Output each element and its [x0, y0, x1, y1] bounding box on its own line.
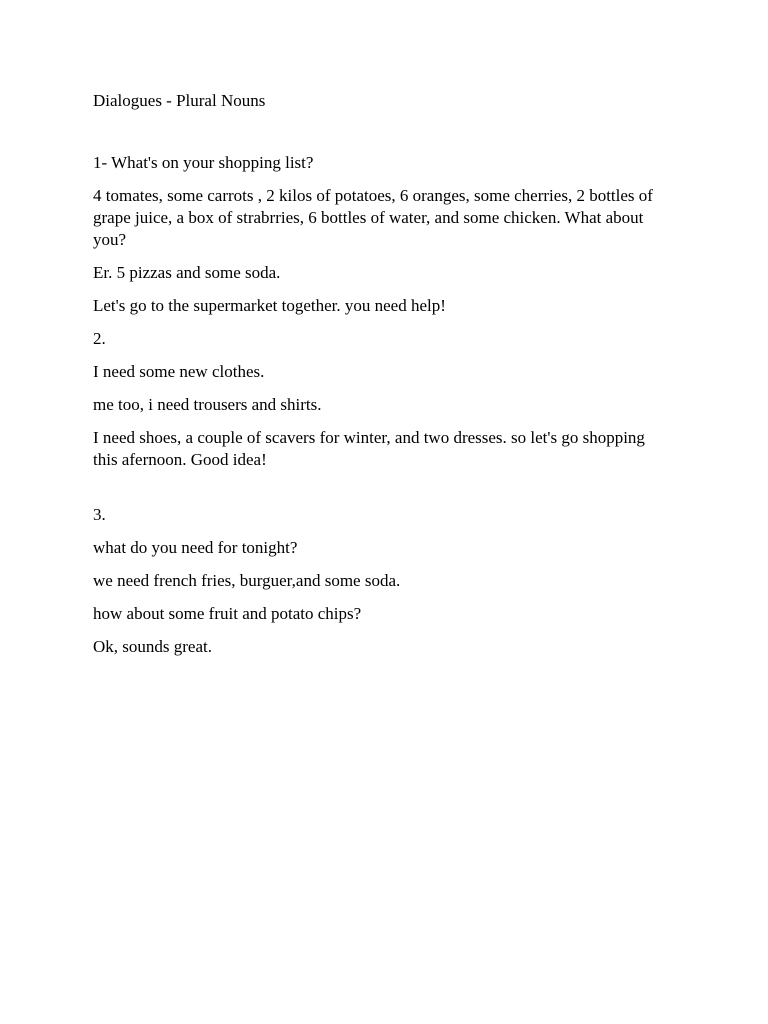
dialogue-3-line-4: Ok, sounds great.: [93, 637, 212, 656]
dialogue-3-line-2: we need french fries, burguer,and some soda.: [93, 571, 401, 590]
dialogue-2-line-1: I need some new clothes.: [93, 362, 265, 381]
dialogue-1-closing: Let's go to the supermarket together. you need help!: [93, 296, 446, 315]
dialogue-2-number: 2.: [93, 329, 106, 348]
dialogue-3-line-1: what do you need for tonight?: [93, 538, 298, 557]
document-title: Dialogues - Plural Nouns: [93, 91, 266, 110]
document-body: [93, 90, 673, 669]
dialogue-1-reply: Er. 5 pizzas and some soda.: [93, 263, 281, 282]
dialogue-3-line-3: how about some fruit and potato chips?: [93, 604, 362, 623]
dialogue-1-answer: 4 tomates, some carrots , 2 kilos of potatoes, 6 oranges, some cherries, 2 bottles of grape juice, a box of strabrries, 6 bottles of water, and some chicken. What about you?: [93, 186, 653, 249]
dialogue-2-line-3: I need shoes, a couple of scavers for winter, and two dresses. so let's go shopping this afernoon. Good idea!: [93, 428, 645, 469]
dialogue-1-question: 1- What's on your shopping list?: [93, 153, 314, 172]
dialogue-3-number: 3.: [93, 505, 106, 524]
dialogue-2-line-2: me too, i need trousers and shirts.: [93, 395, 322, 414]
